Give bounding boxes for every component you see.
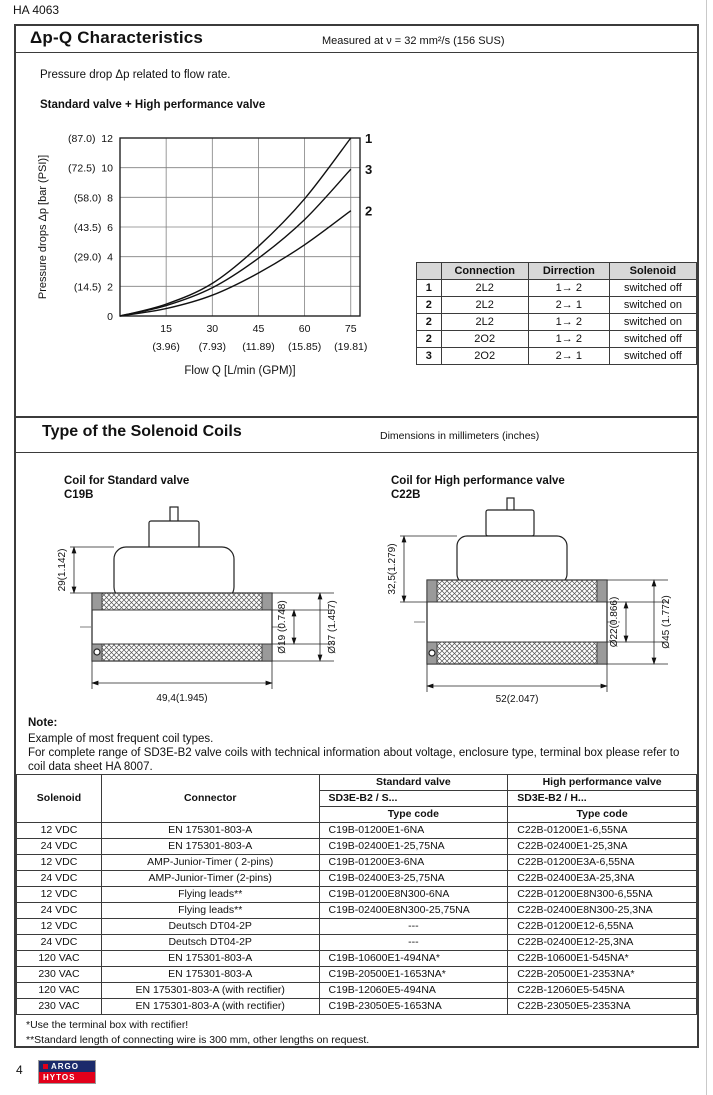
svg-text:(72.5) 10: (72.5) 10	[68, 162, 113, 175]
footnote-wire-length: **Standard length of connecting wire is 300 mm, other lengths on request.	[26, 1034, 370, 1046]
table-cell: 2L2	[441, 297, 528, 314]
note-line-1: Example of most frequent coil types.	[28, 733, 214, 745]
table-cell: C22B-01200E1-6,55NA	[508, 823, 697, 839]
table-cell: 2→ 1	[528, 297, 609, 314]
table-row	[17, 967, 697, 983]
table-cell: 230 VAC	[17, 999, 102, 1015]
table-cell: C22B-02400E12-25,3NA	[508, 935, 697, 951]
table-cell: 2	[417, 297, 442, 314]
curve-table-header-row	[417, 263, 697, 280]
doc-number: HA 4063	[13, 3, 60, 17]
logo-argo-text: ARGO	[51, 1062, 79, 1071]
svg-text:(19.81): (19.81)	[334, 341, 368, 353]
chart-y-axis-label: Pressure drops Δp [bar (PSI)]	[37, 154, 49, 300]
dim-od-label: Ø45 (1.772)	[661, 595, 672, 649]
table-row	[17, 999, 697, 1015]
dim-bore-label: Ø19 (0.748)	[277, 600, 288, 654]
chart-tick-labels	[68, 133, 367, 353]
svg-text:(7.93): (7.93)	[198, 341, 227, 353]
svg-text:(29.0) 4: (29.0) 4	[73, 251, 113, 264]
table-row	[17, 919, 697, 935]
logo-red-square-icon	[43, 1064, 48, 1069]
table-row	[417, 280, 697, 297]
yoke-block	[262, 644, 272, 661]
page-edge-line	[706, 0, 707, 1095]
table-cell: 2	[417, 331, 442, 348]
connector-body	[486, 510, 534, 536]
table-row	[17, 823, 697, 839]
table-cell: C22B-01200E8N300-6,55NA	[508, 887, 697, 903]
svg-text:30: 30	[206, 323, 219, 335]
table-cell: C19B-10600E1-494NA*	[319, 951, 508, 967]
curve-label-3: 3	[365, 162, 373, 178]
svg-text:(3.96): (3.96)	[152, 341, 180, 353]
table-cell: 2O2	[441, 331, 528, 348]
svg-text:15: 15	[160, 323, 172, 335]
measured-at-note: Measured at ν = 32 mm²/s (156 SUS)	[322, 35, 505, 47]
argo-hytos-logo	[38, 1060, 96, 1084]
table-row	[17, 887, 697, 903]
table-cell: 12 VDC	[17, 919, 102, 935]
table-cell: C22B-20500E1-2353NA*	[508, 967, 697, 983]
high-coil-model: C22B	[391, 489, 421, 501]
table-cell: 2L2	[441, 314, 528, 331]
yoke-block	[262, 593, 272, 610]
table-row	[17, 935, 697, 951]
chart-grid	[120, 138, 360, 316]
table-cell: 2O2	[441, 348, 528, 365]
curve-3	[120, 169, 351, 316]
header-standard-valve: Standard valve	[319, 775, 508, 791]
table-row	[17, 903, 697, 919]
note-block	[28, 716, 690, 774]
section-divider	[16, 416, 697, 418]
table-cell: 12 VDC	[17, 823, 102, 839]
curve-2	[120, 211, 351, 316]
table-cell: Flying leads**	[101, 903, 319, 919]
curve-table-header-direction: Dirrection	[528, 263, 609, 280]
logo-argo-row	[39, 1061, 95, 1072]
table-cell: ---	[319, 919, 508, 935]
table-cell: C19B-02400E3-25,75NA	[319, 871, 508, 887]
high-coil-heading: Coil for High performance valve	[391, 475, 565, 487]
table-cell: C22B-02400E1-25,3NA	[508, 839, 697, 855]
coil-type-code-table	[16, 774, 697, 1015]
content-frame	[14, 24, 699, 1048]
yoke-block	[92, 593, 102, 610]
table-cell: switched off	[609, 331, 696, 348]
coil-drawing-c22b	[372, 496, 682, 711]
table-cell: C22B-02400E3A-25,3NA	[508, 871, 697, 887]
dim-width-label: 52(2.047)	[495, 694, 539, 705]
table-cell: 120 VAC	[17, 983, 102, 999]
note-line-2: For complete range of SD3E-B2 valve coils with technical information about voltage, enclosure type, terminal box please refer to coil data sheet HA 8007.	[28, 747, 680, 773]
standard-coil-label	[64, 474, 189, 502]
svg-text:60: 60	[298, 323, 311, 335]
svg-text:(15.85): (15.85)	[287, 341, 322, 353]
yoke-block	[597, 580, 607, 602]
standard-coil-model: C19B	[64, 489, 94, 501]
table-row	[417, 314, 697, 331]
table-cell: EN 175301-803-A	[101, 967, 319, 983]
table-cell: C19B-23050E5-1653NA	[319, 999, 508, 1015]
dpq-section-header	[16, 26, 697, 53]
coil-drawing-c19b	[44, 505, 344, 710]
header-high-series: SD3E-B2 / H...	[508, 791, 697, 807]
curve-label-1: 1	[365, 131, 373, 146]
table-cell: C19B-01200E8N300-6NA	[319, 887, 508, 903]
table-cell: 120 VAC	[17, 951, 102, 967]
table-cell: 12 VDC	[17, 887, 102, 903]
dpq-chart	[34, 120, 396, 412]
table-row	[17, 951, 697, 967]
dim-height-label: 29(1.142)	[57, 548, 68, 592]
table-cell: switched off	[609, 280, 696, 297]
winding-bottom-hatch	[437, 642, 597, 664]
note-label: Note:	[28, 717, 58, 729]
table-cell: C19B-20500E1-1653NA*	[319, 967, 508, 983]
table-cell: 2→ 1	[528, 348, 609, 365]
table-cell: AMP-Junior-Timer (2-pins)	[101, 871, 319, 887]
table-cell: EN 175301-803-A	[101, 839, 319, 855]
dpq-chart-svg	[34, 120, 396, 410]
table-row	[17, 855, 697, 871]
table-cell: C22B-01200E12-6,55NA	[508, 919, 697, 935]
table-cell: switched on	[609, 314, 696, 331]
connector-pin	[507, 498, 514, 511]
rivet-detail	[94, 649, 100, 655]
curve-table-header-connection: Connection	[441, 263, 528, 280]
curve-table-header-num	[417, 263, 442, 280]
curve-table-header-solenoid: Solenoid	[609, 263, 696, 280]
curve-label-2: 2	[365, 203, 373, 219]
table-cell: Flying leads**	[101, 887, 319, 903]
svg-text:(43.5) 6: (43.5) 6	[73, 222, 113, 234]
dpq-title: Δp-Q Characteristics	[30, 28, 204, 47]
coils-section-rule	[16, 452, 697, 453]
coils-section-title: Type of the Solenoid Coils	[42, 423, 242, 440]
dim-width-label: 49,4(1.945)	[156, 693, 208, 704]
header-type-code-high: Type code	[508, 807, 697, 823]
dpq-intro-text: Pressure drop Δp related to flow rate.	[40, 69, 231, 81]
table-cell: Deutsch DT04-2P	[101, 919, 319, 935]
table-row	[17, 983, 697, 999]
table-cell: 24 VDC	[17, 871, 102, 887]
table-cell: C22B-02400E8N300-25,3NA	[508, 903, 697, 919]
table-cell: 2L2	[441, 280, 528, 297]
svg-text:75: 75	[344, 323, 357, 335]
svg-text:45: 45	[252, 323, 265, 335]
header-solenoid: Solenoid	[17, 775, 102, 823]
winding-bottom-hatch	[102, 644, 262, 661]
table-cell: 12 VDC	[17, 855, 102, 871]
table-cell: C22B-01200E3A-6,55NA	[508, 855, 697, 871]
connector-body	[149, 521, 199, 548]
footnote-rectifier: *Use the terminal box with rectifier!	[26, 1019, 189, 1031]
table-cell: 1	[417, 280, 442, 297]
table-cell: ---	[319, 935, 508, 951]
standard-coil-heading: Coil for Standard valve	[64, 475, 190, 487]
table-cell: switched off	[609, 348, 696, 365]
page-number: 4	[16, 1063, 23, 1077]
svg-text:(14.5) 2: (14.5) 2	[73, 281, 113, 294]
table-row	[417, 297, 697, 314]
rivet-detail	[429, 650, 435, 656]
winding-top-hatch	[102, 593, 262, 610]
table-cell: 1→ 2	[528, 331, 609, 348]
table-cell: 24 VDC	[17, 935, 102, 951]
type-table-header-row1	[17, 775, 697, 791]
table-cell: AMP-Junior-Timer ( 2-pins)	[101, 855, 319, 871]
svg-text:(58.0) 8: (58.0) 8	[73, 192, 113, 205]
table-cell: C19B-01200E3-6NA	[319, 855, 508, 871]
high-coil-figure	[372, 496, 682, 716]
dim-od-label: Ø37 (1.457)	[327, 600, 338, 654]
table-cell: C19B-02400E1-25,75NA	[319, 839, 508, 855]
table-cell: EN 175301-803-A	[101, 823, 319, 839]
table-cell: 24 VDC	[17, 839, 102, 855]
dim-bore-label: Ø22(0.866)	[609, 596, 620, 648]
table-row	[417, 348, 697, 365]
svg-text:(87.0) 12: (87.0) 12	[68, 133, 113, 145]
table-cell: C22B-23050E5-2353NA	[508, 999, 697, 1015]
coil-body	[114, 547, 234, 599]
winding-top-hatch	[437, 580, 597, 602]
table-cell: C19B-02400E8N300-25,75NA	[319, 903, 508, 919]
table-cell: EN 175301-803-A (with rectifier)	[101, 983, 319, 999]
dim-height-label: 32,5(1.279)	[387, 543, 398, 595]
table-cell: 230 VAC	[17, 967, 102, 983]
svg-text:(11.89): (11.89)	[242, 341, 275, 353]
logo-hytos-text: HYTOS	[39, 1072, 95, 1083]
table-cell: 3	[417, 348, 442, 365]
chart-x-axis-label: Flow Q [L/min (GPM)]	[184, 365, 296, 377]
table-cell: 1→ 2	[528, 314, 609, 331]
table-cell: C22B-12060E5-545NA	[508, 983, 697, 999]
table-cell: EN 175301-803-A (with rectifier)	[101, 999, 319, 1015]
table-cell: 1→ 2	[528, 280, 609, 297]
table-cell: EN 175301-803-A	[101, 951, 319, 967]
connector-pin	[170, 507, 178, 522]
table-cell: 24 VDC	[17, 903, 102, 919]
table-cell: switched on	[609, 297, 696, 314]
header-high-valve: High performance valve	[508, 775, 697, 791]
table-cell: Deutsch DT04-2P	[101, 935, 319, 951]
standard-coil-figure	[44, 505, 344, 715]
header-standard-series: SD3E-B2 / S...	[319, 791, 508, 807]
table-row	[17, 871, 697, 887]
header-connector: Connector	[101, 775, 319, 823]
chart-heading: Standard valve + High performance valve	[40, 99, 266, 111]
svg-text:0: 0	[107, 311, 113, 323]
dimensions-note: Dimensions in millimeters (inches)	[380, 430, 540, 442]
table-cell: C19B-12060E5-494NA	[319, 983, 508, 999]
yoke-block	[597, 642, 607, 664]
header-type-code-standard: Type code	[319, 807, 508, 823]
yoke-block	[427, 580, 437, 602]
table-row	[417, 331, 697, 348]
coil-body	[457, 536, 567, 584]
table-cell: 2	[417, 314, 442, 331]
curve-legend-table	[416, 262, 697, 365]
table-row	[17, 839, 697, 855]
table-cell: C19B-01200E1-6NA	[319, 823, 508, 839]
table-cell: C22B-10600E1-545NA*	[508, 951, 697, 967]
